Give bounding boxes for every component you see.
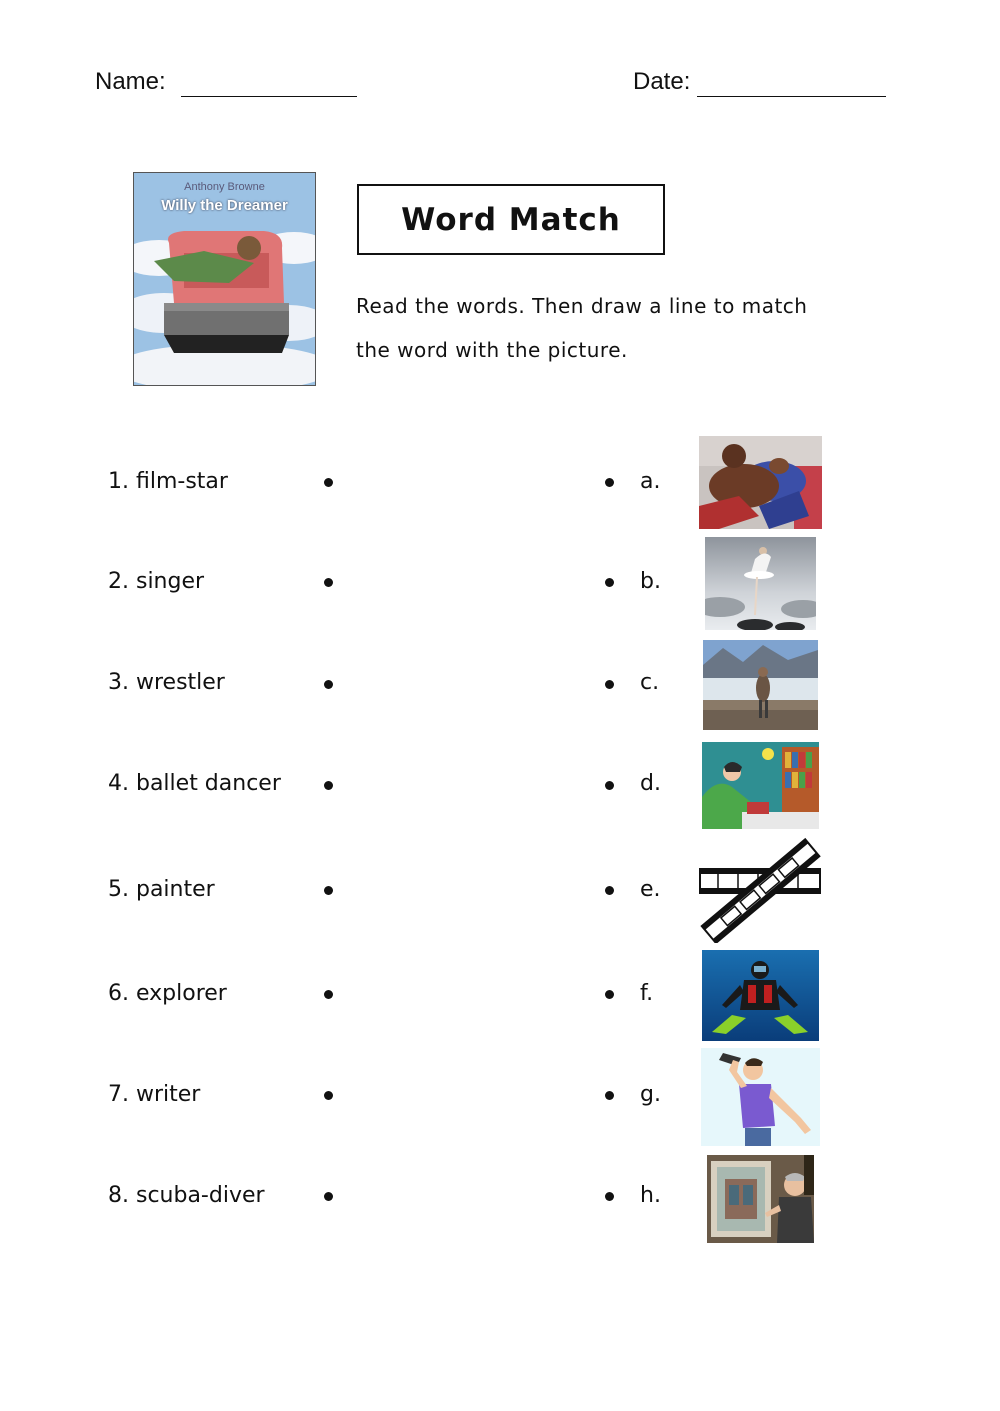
wrestlers-photo xyxy=(699,436,822,529)
letter-g: g. xyxy=(640,1082,661,1107)
letter-e: e. xyxy=(640,877,661,902)
scuba-diver-photo xyxy=(702,950,819,1041)
letter-b: b. xyxy=(640,569,661,594)
film-strip-icon xyxy=(698,837,822,943)
instruction-line-2: the word with the picture. xyxy=(356,338,628,362)
left-dot-2[interactable] xyxy=(324,578,333,587)
right-dot-g[interactable] xyxy=(605,1091,614,1100)
painter-photo xyxy=(707,1155,814,1243)
letter-h: h. xyxy=(640,1183,661,1208)
worksheet-title: Word Match xyxy=(401,201,621,238)
letter-a: a. xyxy=(640,469,661,494)
name-line[interactable] xyxy=(181,96,357,97)
right-dot-e[interactable] xyxy=(605,886,614,895)
word-item-6: 6. explorer xyxy=(108,981,227,1006)
right-dot-c[interactable] xyxy=(605,680,614,689)
left-dot-6[interactable] xyxy=(324,990,333,999)
right-dot-f[interactable] xyxy=(605,990,614,999)
letter-c: c. xyxy=(640,670,660,695)
left-dot-5[interactable] xyxy=(324,886,333,895)
name-label: Name: xyxy=(95,68,166,95)
explorer-photo xyxy=(703,640,818,730)
word-item-7: 7. writer xyxy=(108,1082,201,1107)
singer-illustration xyxy=(701,1048,820,1146)
word-item-5: 5. painter xyxy=(108,877,215,902)
book-cover-image xyxy=(133,172,316,386)
letter-f: f. xyxy=(640,981,654,1006)
word-item-1: 1. film-star xyxy=(108,469,228,494)
right-dot-d[interactable] xyxy=(605,781,614,790)
right-dot-b[interactable] xyxy=(605,578,614,587)
left-dot-4[interactable] xyxy=(324,781,333,790)
instruction-line-1: Read the words. Then draw a line to match xyxy=(356,294,808,318)
writer-illustration xyxy=(702,742,819,829)
word-item-8: 8. scuba-diver xyxy=(108,1183,265,1208)
word-item-4: 4. ballet dancer xyxy=(108,771,281,796)
ballet-dancer-photo xyxy=(705,537,816,630)
left-dot-1[interactable] xyxy=(324,478,333,487)
word-item-2: 2. singer xyxy=(108,569,205,594)
title-box xyxy=(357,184,665,255)
letter-d: d. xyxy=(640,771,661,796)
left-dot-8[interactable] xyxy=(324,1192,333,1201)
date-line[interactable] xyxy=(697,96,886,97)
left-dot-7[interactable] xyxy=(324,1091,333,1100)
book-title: Willy the Dreamer xyxy=(161,197,288,214)
book-author: Anthony Browne xyxy=(184,181,265,193)
right-dot-a[interactable] xyxy=(605,478,614,487)
right-dot-h[interactable] xyxy=(605,1192,614,1201)
word-item-3: 3. wrestler xyxy=(108,670,225,695)
left-dot-3[interactable] xyxy=(324,680,333,689)
date-label: Date: xyxy=(633,68,691,95)
